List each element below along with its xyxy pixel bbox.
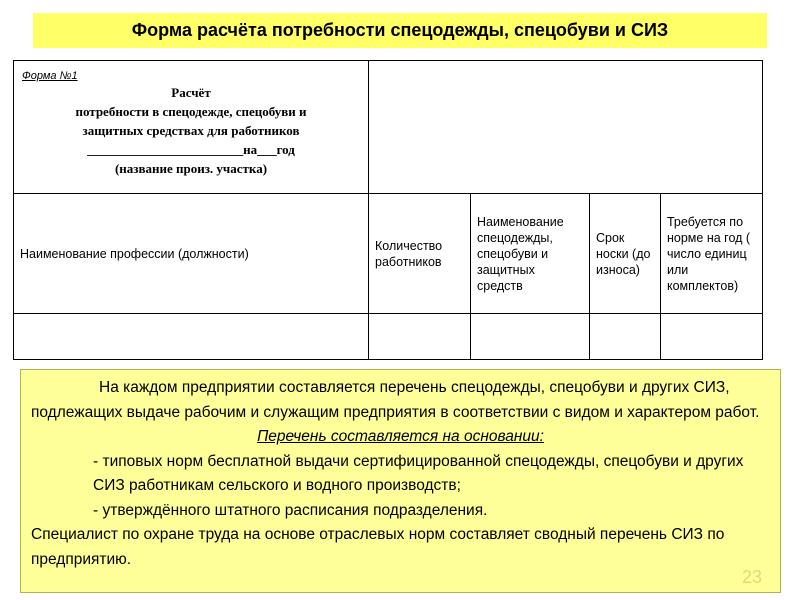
column-header-wear-period: Срок носки (до износа) [590, 194, 661, 314]
form-number: Форма №1 [22, 70, 78, 82]
column-header-worker-count: Количество работников [369, 194, 471, 314]
info-conclusion: Специалист по охране труда на основе отраслевых норм составляет сводный перечень СИЗ по предприятию. [31, 526, 725, 568]
table-cell [369, 314, 471, 360]
info-basis-item: - утверждённого штатного расписания подразделения. [93, 501, 488, 519]
info-basis-item: - типовых норм бесплатной выдачи сертифицированной спецодежды, спецобуви и других СИЗ работникам сельского и водного производств; [93, 452, 744, 494]
form-heading [14, 83, 368, 178]
form-table [13, 60, 763, 360]
column-header-required-per-year: Требуется по норме на год ( число единиц или комплектов) [661, 194, 763, 314]
form-heading-line: (название произ. участка) [114, 161, 268, 176]
form-heading-line: Расчёт [171, 85, 211, 100]
page-title-text: Форма расчёта потребности спецодежды, спецобуви и СИЗ [131, 20, 669, 40]
page-number: 23 [741, 567, 762, 587]
form-header-cell [14, 61, 369, 194]
table-cell [471, 314, 590, 360]
page-title [33, 13, 767, 48]
column-header-profession: Наименование профессии (должности) [14, 194, 369, 314]
table-cell [590, 314, 661, 360]
form-heading-line: защитных средствах для работников [82, 123, 300, 138]
form-heading-line: потребности в спецодежде, спецобуви и [75, 104, 307, 119]
table-row [14, 314, 763, 360]
table-cell [14, 314, 369, 360]
info-intro: На каждом предприятии составляется перечень спецодежды, спецобуви и других СИЗ, подлежащих выдаче рабочим и служащим предприятия в соответствии с видом и характером работ. [31, 379, 760, 421]
info-basis-heading: Перечень составляется на основании: [257, 428, 544, 445]
info-box [20, 369, 781, 593]
form-blank-cell [369, 61, 763, 194]
table-cell [661, 314, 763, 360]
form-heading-line: ________________________на___год [87, 142, 295, 157]
column-header-equipment-name: Наименование спецодежды, спецобуви и защитных средств [471, 194, 590, 314]
